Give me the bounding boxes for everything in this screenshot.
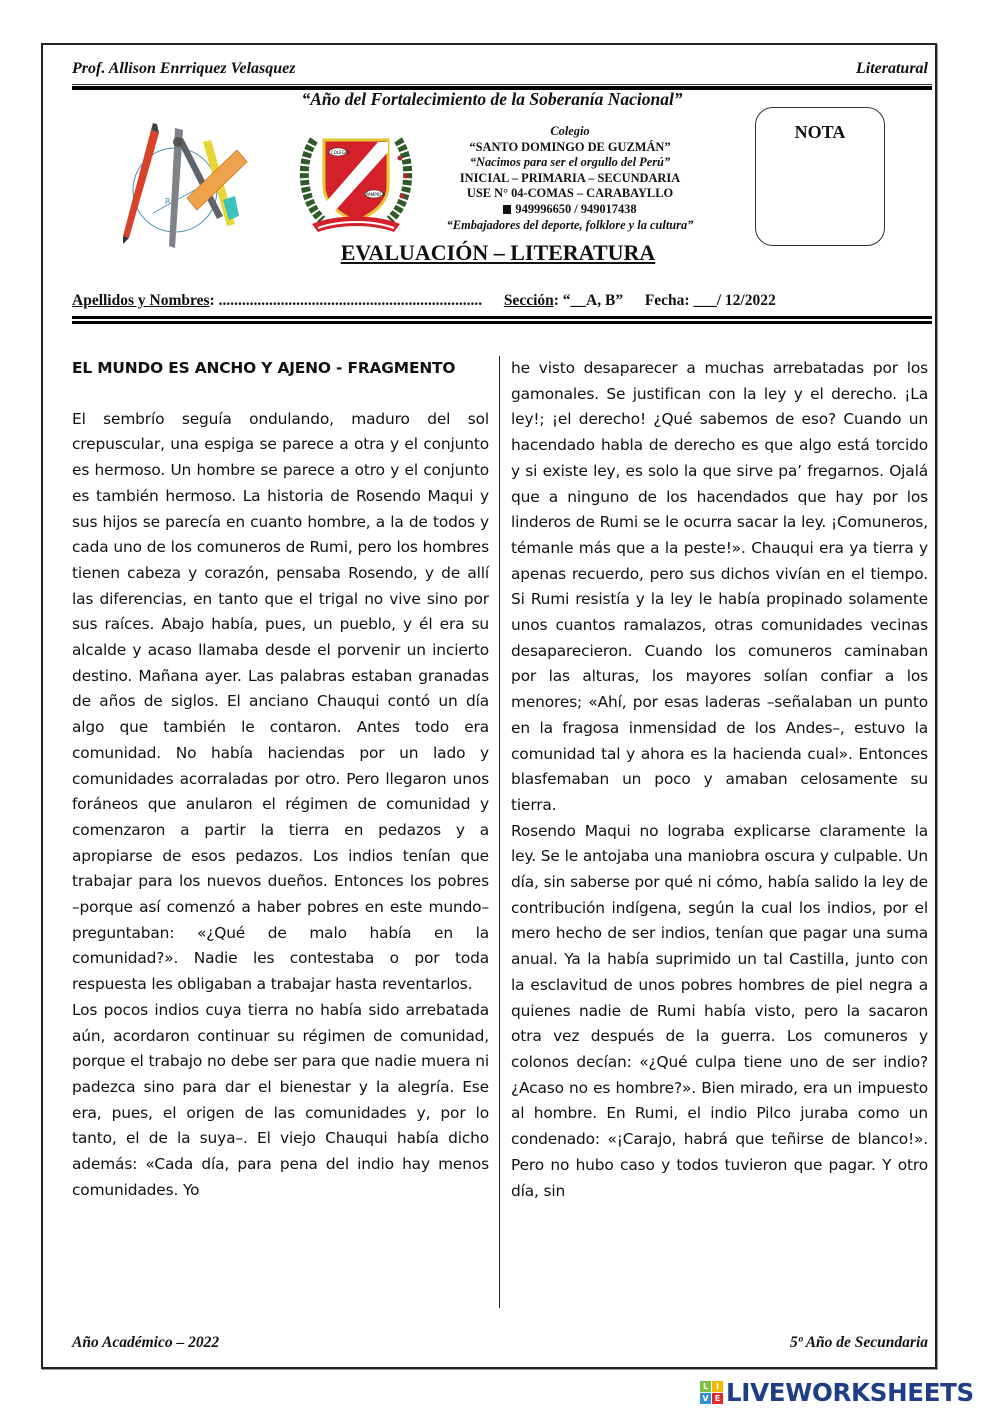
reading-column-right <box>511 356 928 1204</box>
student-info-line: Apellidos y Nombres: .................................................................... Sección: “__A, B” Fecha: ___/ 12/2022 <box>72 292 776 309</box>
school-use: USE N° 04-COMAS – CARABAYLLO <box>466 186 674 201</box>
section-field[interactable]: : “__A, B” <box>553 292 624 309</box>
page-header <box>72 60 928 82</box>
student-rule-2 <box>72 321 932 324</box>
grade-box <box>755 107 885 246</box>
reading-column-left <box>72 356 489 1204</box>
reading-paragraph: Los pocos indios cuya tierra no había sido arrebatada aún, acordaron continuar su régimen de comunidad, porque el trabajo no debe ser para que nadie muera ni padezca sino para dar el bienestar y la alegría. Ese era, pues, el origen de las comunidades y, por lo tanto, el de la suya–. El viejo Chauqui había dicho además: «Cada día, para pena del indio hay menos comunidades. Yo <box>72 1000 489 1199</box>
date-label: Fecha: <box>644 292 690 309</box>
date-field[interactable]: ___/ 12/2022 <box>693 292 776 309</box>
header-rule-thin <box>72 84 932 85</box>
svg-text:PAMPILLA: PAMPILLA <box>366 192 386 197</box>
reading-title: EL MUNDO ES ANCHO Y AJENO - FRAGMENTO <box>72 359 456 377</box>
year-motto: “Año del Fortalecimiento de la Soberanía Nacional” <box>301 89 683 109</box>
column-divider <box>499 356 500 1308</box>
school-crest <box>296 120 416 240</box>
name-field[interactable]: .................................................................... <box>214 292 483 309</box>
school-levels: INICIAL – PRIMARIA – SECUNDARIA <box>459 170 681 185</box>
page-footer <box>72 1334 928 1356</box>
grade-level: 5º Año de Secundaria <box>790 1334 928 1351</box>
school-info <box>420 124 720 233</box>
reading-paragraph: he visto desaparecer a muchas arrebatadas por los gamonales. Se justifican con la ley y el derecho. ¡La ley!; ¡el derecho! ¿Qué sabemos de eso? Cuando un hacendado habla de derecho es que algo está torcido y si existe ley, es solo la que sirve pa’ fregarnos. Ojalá que a ninguno de los hacendados que hay por los linderos de Rumi se le ocurra sacar la ley. ¡Comuneros, témanle más que a la peste!». Chauqui era ya tierra y apenas recuerdo, pero sus dichos vivían en el tiempo. Si Rumi resistía y la ley le había propinado solamente unos cuantos ramalazos, otras comunidades vecinas desaparecieron. Cuando los comuneros caminaban por las alturas, los mayores solían confiar a los menores; «Ahí, por esas laderas –señalaban un punto en la fragosa inmensidad de los Andes–, estuvo la comunidad tal y ahora es la hacienda cual». Entonces blasfemaban un poco y amaban celosamente su tierra. <box>511 359 928 814</box>
subject-tag: Literatural <box>855 60 928 77</box>
liveworksheets-logo[interactable] <box>700 1377 974 1407</box>
school-prefix: Colegio <box>550 124 590 138</box>
liveworksheets-icon: L I V E <box>700 1381 723 1404</box>
geometry-tools-illustration <box>113 120 248 250</box>
section-label: Sección <box>503 292 554 309</box>
school-phones-row <box>420 202 720 218</box>
academic-year: Año Académico – 2022 <box>72 1334 220 1351</box>
reading-paragraph: Rosendo Maqui no lograba explicarse claramente la ley. Se le antojaba una maniobra oscura y culpable. Un día, sin saberse por qué ni cómo, había salido la ley de contribución indígena, según la cual los indios, por el mero hecho de ser indios, tenían que pagar una suma anual. Ya la había suprimido un tal Castilla, junto con la esclavitud de unos pobres hombres de piel negra a quienes nadie de Rumi había visto, pero la sacaron otra vez después de la guerra. Los comuneros y colonos decían: «¿Qué culpa tiene uno de ser indio? ¿Acaso no es hombre?». Bien mirado, era un impuesto al hombre. En Rumi, el indio Pilco juraba como un condenado: «¡Carajo, habrá que teñirse de blanco!». Pero no hubo caso y todos tuvieron que pagar. Y otro día, sin <box>511 821 928 1200</box>
svg-text:COLEGIO: COLEGIO <box>331 150 350 155</box>
exam-title: EVALUACIÓN – LITERATURA <box>340 240 656 265</box>
teacher-name: Prof. Allison Enrriquez Velasquez <box>72 60 296 77</box>
grade-label: NOTA <box>794 122 846 142</box>
phone-icon <box>503 205 511 214</box>
student-rule-1 <box>72 316 932 319</box>
school-phones: 949996650 / 949017438 <box>515 201 637 216</box>
name-label: Apellidos y Nombres <box>72 292 210 309</box>
school-ambassadors: “Embajadores del deporte, folklore y la cultura” <box>446 217 694 232</box>
liveworksheets-wordmark: LIVEWORKSHEETS <box>726 1377 974 1407</box>
svg-text:R: R <box>165 197 171 206</box>
school-slogan: “Nacimos para ser el orgullo del Perú” <box>469 155 671 170</box>
reading-paragraph: El sembrío seguía ondulando, maduro del sol crepuscular, una espiga se parece a otra y el conjunto es hermoso. Un hombre se parece a otro y el conjunto es también hermoso. La historia de Rosendo Maqui y sus hijos se parecía en cuanto hombre, a la de todos y cada uno de los comuneros de Rumi, pero los hombres tienen cabeza y corazón, pensaba Rosendo, y de allí las diferencias, en tanto que el trigal no vive sino por sus raíces. Abajo había, pues, un pueblo, y él era su alcalde y acaso llamaba desde el porvenir un incierto destino. Mañana ayer. Las palabras estaban granadas de años de siglos. El anciano Chauqui contó un día algo que también le contaron. Antes todo era comunidad. No había haciendas por un lado y comunidades acorraladas por otro. Pero llegaron unos foráneos que anularon el régimen de comunidad y comenzaron a partir la tierra en pedazos y a apropiarse de esos pedazos. Los indios tenían que trabajar para los nuevos dueños. Entonces los pobres –porque así comenzó a haber pobres en este mundo– preguntaban: «¿Qué de malo había en la comunidad?». Nadie les contestaba o por toda respuesta les obligaban a trabajar hasta reventarlos. <box>72 409 489 994</box>
school-name: “SANTO DOMINGO DE GUZMÁN” <box>469 139 671 154</box>
